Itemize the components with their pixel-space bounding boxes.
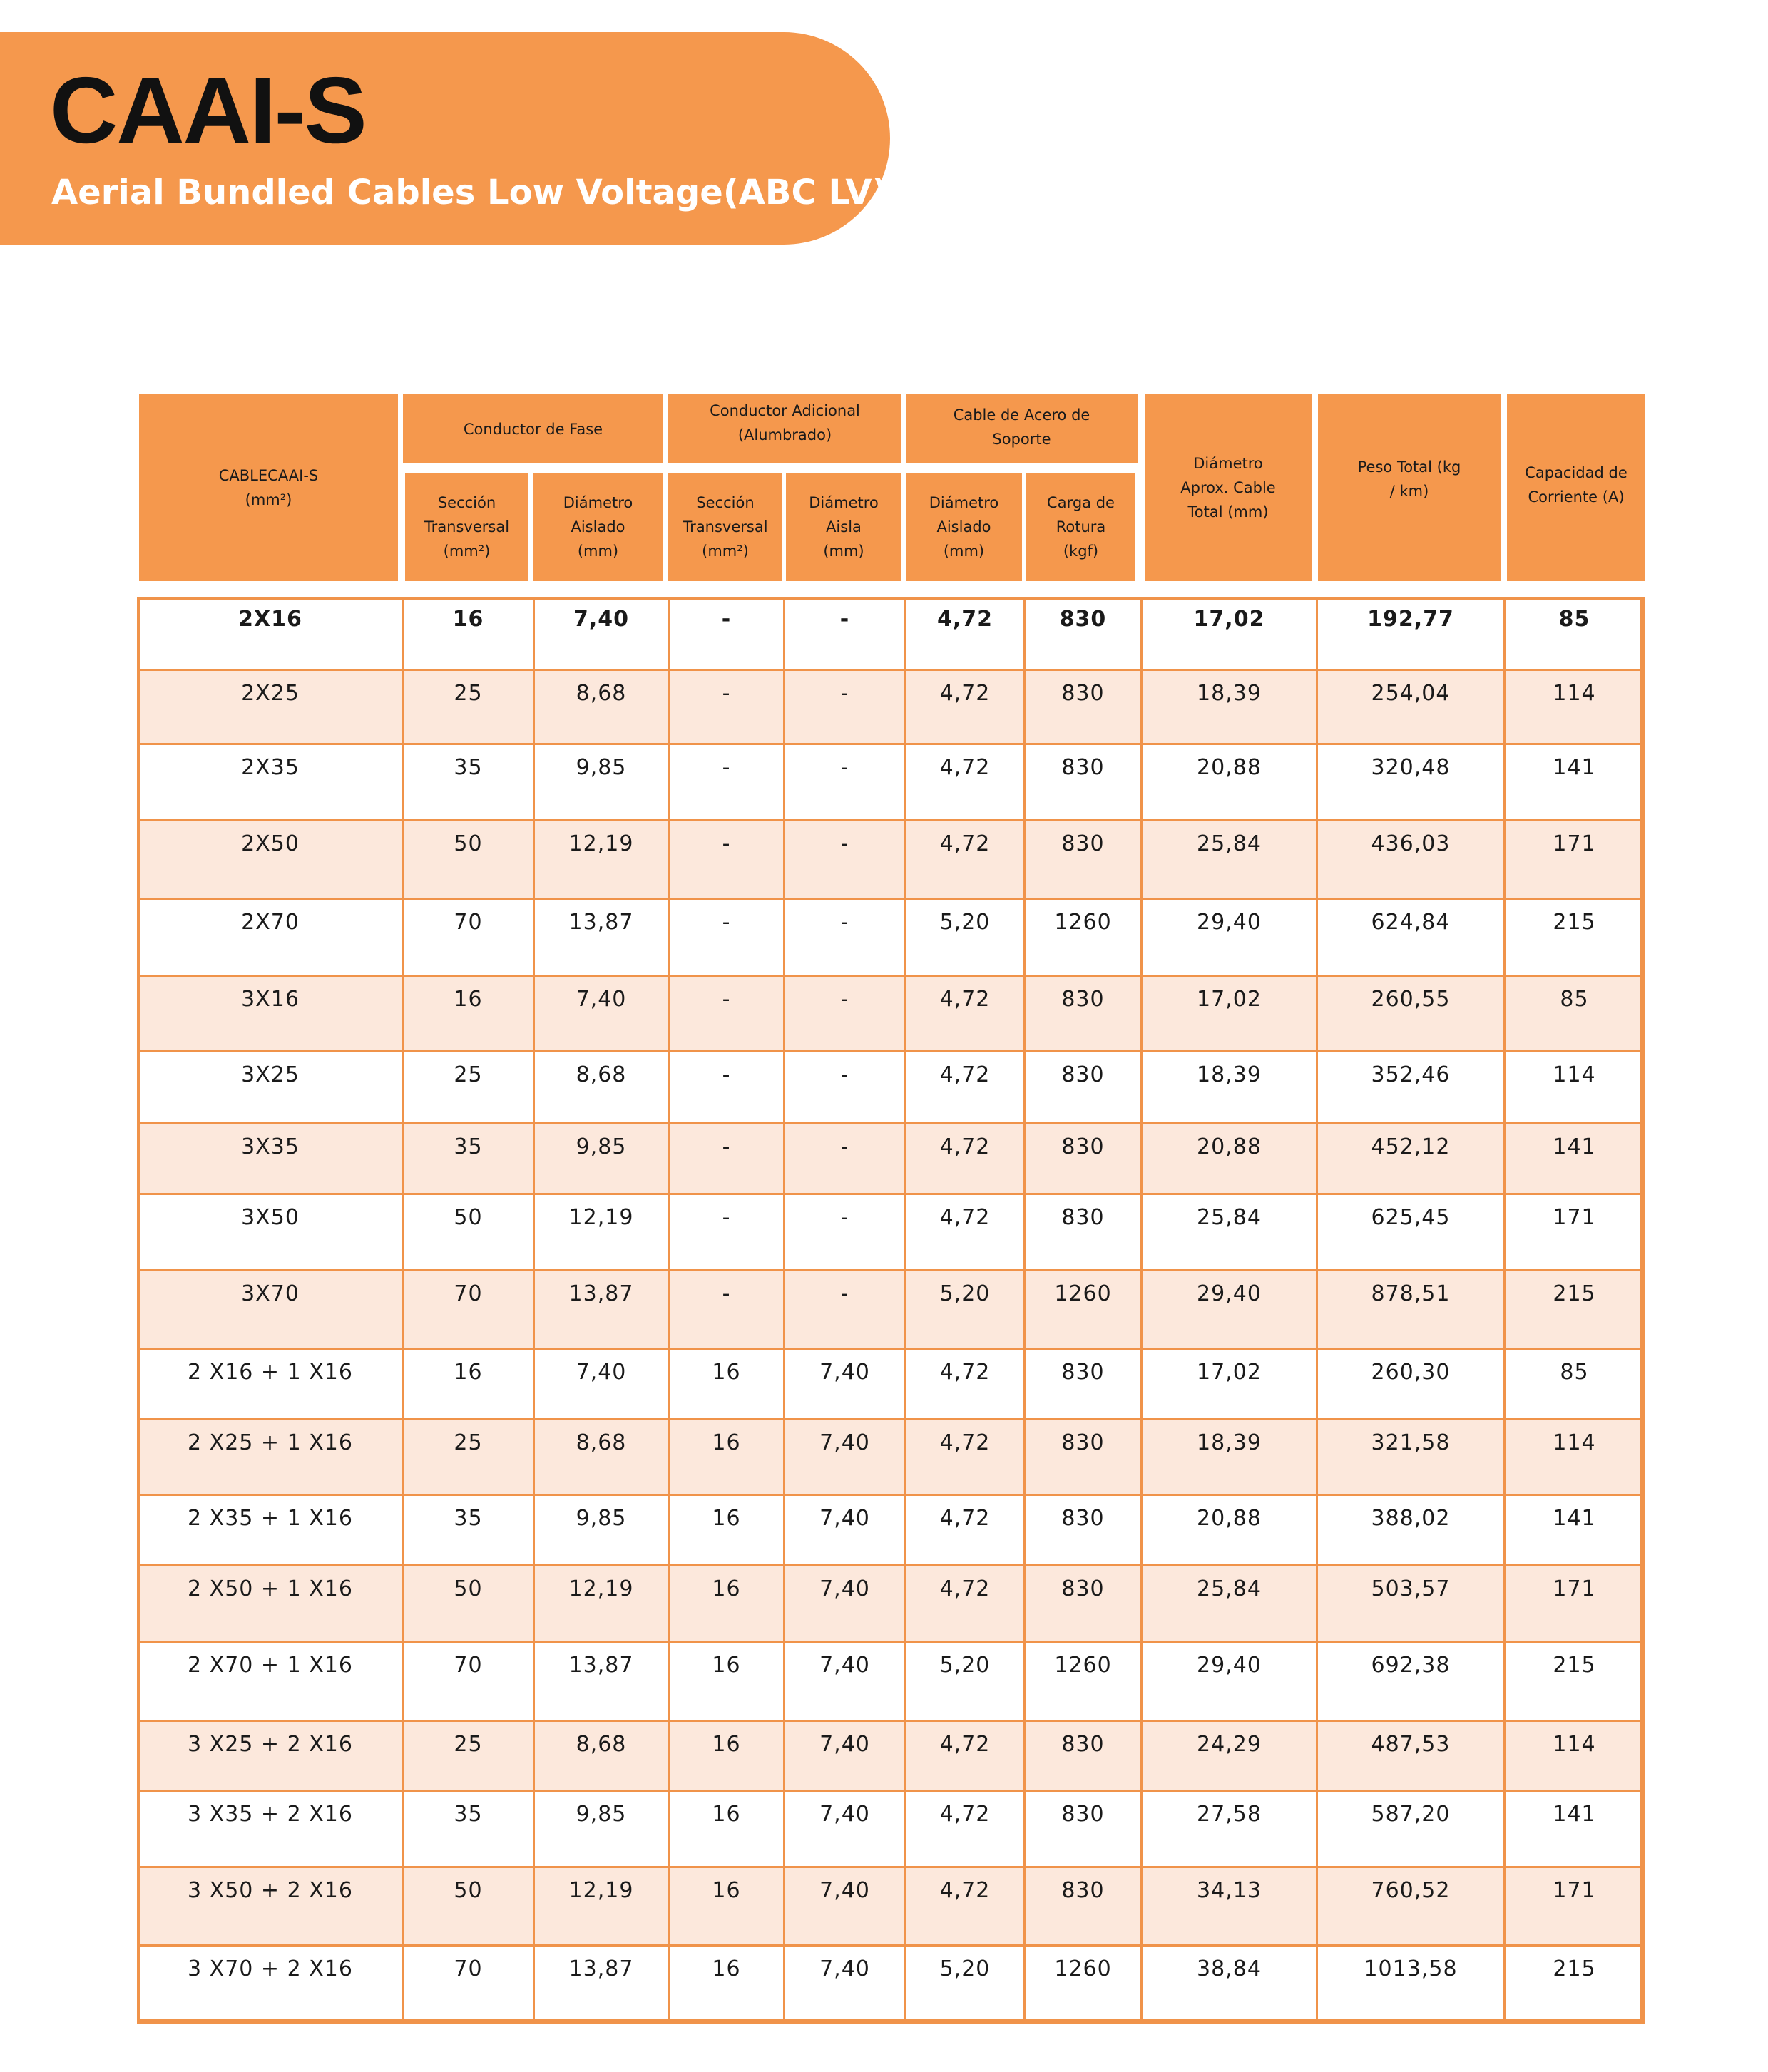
cell-diametro-total: 25,84: [1142, 1565, 1317, 1641]
cell-capacidad: 85: [1505, 597, 1645, 670]
cell-diametro-total: 24,29: [1142, 1720, 1317, 1790]
cell-diametro-total: 38,84: [1142, 1945, 1317, 2022]
cell-fase-seccion: 25: [403, 670, 534, 744]
header-cable: CABLECAAI-S (mm²): [139, 394, 398, 581]
cell-cable-type: 3X50: [138, 1194, 403, 1270]
cell-acero-diametro: 4,72: [906, 1194, 1025, 1270]
cell-acero-diametro: 5,20: [906, 1270, 1025, 1348]
cell-acero-carga: 830: [1025, 1867, 1142, 1945]
cell-acero-diametro: 4,72: [906, 1123, 1025, 1194]
cell-capacidad: 171: [1505, 820, 1645, 898]
cell-adic-diametro: -: [785, 1123, 906, 1194]
header-acero-diametro: Diámetro Aislado (mm): [906, 473, 1022, 581]
product-subtitle: Aerial Bundled Cables Low Voltage(ABC LV): [51, 173, 888, 212]
cell-acero-carga: 830: [1025, 1720, 1142, 1790]
cell-adic-diametro: 7,40: [785, 1641, 906, 1720]
cell-fase-diametro: 12,19: [534, 1867, 669, 1945]
cell-fase-seccion: 70: [403, 898, 534, 975]
cell-fase-seccion: 16: [403, 975, 534, 1051]
cell-acero-diametro: 4,72: [906, 670, 1025, 744]
cell-adic-seccion: -: [669, 670, 785, 744]
cell-cable-type: 2 X50 + 1 X16: [138, 1565, 403, 1641]
cell-diametro-total: 29,40: [1142, 1641, 1317, 1720]
cell-adic-diametro: -: [785, 1194, 906, 1270]
cell-peso-total: 452,12: [1317, 1123, 1505, 1194]
cell-adic-diametro: -: [785, 820, 906, 898]
cell-acero-carga: 830: [1025, 1194, 1142, 1270]
cell-adic-diametro: -: [785, 975, 906, 1051]
cell-cable-type: 2 X16 + 1 X16: [138, 1348, 403, 1419]
cell-peso-total: 321,58: [1317, 1419, 1505, 1494]
cell-fase-diametro: 13,87: [534, 1270, 669, 1348]
cell-adic-seccion: 16: [669, 1867, 785, 1945]
cell-peso-total: 260,30: [1317, 1348, 1505, 1419]
cell-capacidad: 141: [1505, 1790, 1645, 1867]
cell-cable-type: 2X35: [138, 744, 403, 820]
cell-fase-diametro: 7,40: [534, 975, 669, 1051]
cell-acero-diametro: 4,72: [906, 1494, 1025, 1565]
cell-acero-carga: 830: [1025, 597, 1142, 670]
cell-peso-total: 352,46: [1317, 1051, 1505, 1123]
cell-cable-type: 2X25: [138, 670, 403, 744]
cell-diametro-total: 25,84: [1142, 1194, 1317, 1270]
cell-adic-seccion: -: [669, 744, 785, 820]
cell-fase-seccion: 50: [403, 820, 534, 898]
cell-cable-type: 2X16: [138, 597, 403, 670]
cell-cable-type: 2 X25 + 1 X16: [138, 1419, 403, 1494]
cell-fase-seccion: 16: [403, 597, 534, 670]
cell-peso-total: 254,04: [1317, 670, 1505, 744]
cell-fase-diametro: 9,85: [534, 744, 669, 820]
cell-adic-diametro: -: [785, 1270, 906, 1348]
cell-acero-carga: 1260: [1025, 1641, 1142, 1720]
cell-fase-diametro: 7,40: [534, 1348, 669, 1419]
cell-cable-type: 3X70: [138, 1270, 403, 1348]
cell-peso-total: 388,02: [1317, 1494, 1505, 1565]
cell-adic-diametro: 7,40: [785, 1945, 906, 2022]
cell-diametro-total: 25,84: [1142, 820, 1317, 898]
cell-fase-diametro: 13,87: [534, 1945, 669, 2022]
cell-capacidad: 141: [1505, 1123, 1645, 1194]
header-cable-acero: Cable de Acero de Soporte: [906, 394, 1138, 463]
cell-fase-seccion: 25: [403, 1419, 534, 1494]
cell-peso-total: 320,48: [1317, 744, 1505, 820]
cell-acero-carga: 830: [1025, 1419, 1142, 1494]
cell-fase-seccion: 35: [403, 1123, 534, 1194]
cell-diametro-total: 17,02: [1142, 975, 1317, 1051]
cell-adic-diametro: 7,40: [785, 1348, 906, 1419]
cell-acero-carga: 1260: [1025, 1270, 1142, 1348]
cell-adic-diametro: 7,40: [785, 1867, 906, 1945]
header-conductor-fase: Conductor de Fase: [403, 394, 663, 463]
header-adic-diametro: Diámetro Aisla (mm): [786, 473, 901, 581]
cell-peso-total: 760,52: [1317, 1867, 1505, 1945]
cell-acero-diametro: 4,72: [906, 1051, 1025, 1123]
product-title: CAAI-S: [50, 58, 366, 163]
cell-fase-seccion: 50: [403, 1194, 534, 1270]
cell-cable-type: 3X25: [138, 1051, 403, 1123]
cell-adic-seccion: 16: [669, 1720, 785, 1790]
cell-fase-diametro: 8,68: [534, 670, 669, 744]
cell-adic-seccion: -: [669, 975, 785, 1051]
cell-acero-diametro: 4,72: [906, 744, 1025, 820]
cell-diametro-total: 20,88: [1142, 744, 1317, 820]
cell-adic-seccion: -: [669, 1270, 785, 1348]
cell-adic-seccion: -: [669, 1123, 785, 1194]
cell-adic-diametro: -: [785, 670, 906, 744]
cell-peso-total: 587,20: [1317, 1790, 1505, 1867]
cell-adic-diametro: -: [785, 1051, 906, 1123]
cell-adic-diametro: 7,40: [785, 1565, 906, 1641]
cell-fase-seccion: 25: [403, 1051, 534, 1123]
cell-acero-diametro: 5,20: [906, 1945, 1025, 2022]
cell-peso-total: 692,38: [1317, 1641, 1505, 1720]
cell-adic-diametro: 7,40: [785, 1720, 906, 1790]
cell-acero-diametro: 4,72: [906, 975, 1025, 1051]
cell-adic-seccion: 16: [669, 1494, 785, 1565]
cell-capacidad: 114: [1505, 670, 1645, 744]
cell-cable-type: 2 X70 + 1 X16: [138, 1641, 403, 1720]
cell-adic-seccion: -: [669, 1051, 785, 1123]
cell-acero-carga: 830: [1025, 1348, 1142, 1419]
cell-capacidad: 171: [1505, 1194, 1645, 1270]
cell-adic-diametro: -: [785, 744, 906, 820]
cell-peso-total: 260,55: [1317, 975, 1505, 1051]
cell-acero-diametro: 4,72: [906, 1867, 1025, 1945]
cell-adic-seccion: 16: [669, 1641, 785, 1720]
cell-cable-type: 2X70: [138, 898, 403, 975]
cell-fase-seccion: 70: [403, 1270, 534, 1348]
cell-capacidad: 114: [1505, 1720, 1645, 1790]
cell-adic-seccion: -: [669, 820, 785, 898]
header-fase-diametro: Diámetro Aislado (mm): [533, 473, 663, 581]
cell-fase-diametro: 8,68: [534, 1051, 669, 1123]
cell-adic-diametro: -: [785, 898, 906, 975]
table-frame: [137, 597, 1643, 2022]
cell-peso-total: 436,03: [1317, 820, 1505, 898]
cell-fase-seccion: 35: [403, 1790, 534, 1867]
cell-capacidad: 215: [1505, 1270, 1645, 1348]
cell-acero-carga: 830: [1025, 1565, 1142, 1641]
cell-fase-seccion: 70: [403, 1641, 534, 1720]
cell-peso-total: 878,51: [1317, 1270, 1505, 1348]
header-conductor-adicional: Conductor Adicional (Alumbrado): [668, 394, 901, 463]
cell-diametro-total: 18,39: [1142, 670, 1317, 744]
cell-diametro-total: 29,40: [1142, 898, 1317, 975]
cell-cable-type: 3 X50 + 2 X16: [138, 1867, 403, 1945]
cell-cable-type: 3 X25 + 2 X16: [138, 1720, 403, 1790]
cell-fase-diametro: 8,68: [534, 1720, 669, 1790]
cell-acero-diametro: 4,72: [906, 1419, 1025, 1494]
header-acero-carga: Carga de Rotura (kgf): [1026, 473, 1135, 581]
cell-fase-diametro: 12,19: [534, 1194, 669, 1270]
cell-acero-carga: 830: [1025, 1123, 1142, 1194]
cell-peso-total: 1013,58: [1317, 1945, 1505, 2022]
cell-diametro-total: 29,40: [1142, 1270, 1317, 1348]
cell-diametro-total: 34,13: [1142, 1867, 1317, 1945]
cell-fase-diametro: 13,87: [534, 898, 669, 975]
cell-capacidad: 114: [1505, 1419, 1645, 1494]
cell-capacidad: 171: [1505, 1867, 1645, 1945]
cell-peso-total: 625,45: [1317, 1194, 1505, 1270]
cell-capacidad: 215: [1505, 1641, 1645, 1720]
cell-diametro-total: 27,58: [1142, 1790, 1317, 1867]
cell-acero-diametro: 5,20: [906, 1641, 1025, 1720]
cell-capacidad: 85: [1505, 975, 1645, 1051]
cell-diametro-total: 17,02: [1142, 1348, 1317, 1419]
cell-acero-diametro: 5,20: [906, 898, 1025, 975]
cell-capacidad: 85: [1505, 1348, 1645, 1419]
cell-acero-carga: 830: [1025, 1494, 1142, 1565]
cell-acero-carga: 830: [1025, 744, 1142, 820]
cell-fase-seccion: 16: [403, 1348, 534, 1419]
cell-adic-diametro: 7,40: [785, 1790, 906, 1867]
cell-acero-diametro: 4,72: [906, 820, 1025, 898]
cell-acero-carga: 830: [1025, 1051, 1142, 1123]
cell-adic-seccion: 16: [669, 1945, 785, 2022]
cell-diametro-total: 20,88: [1142, 1494, 1317, 1565]
cell-adic-seccion: -: [669, 1194, 785, 1270]
cell-fase-diametro: 13,87: [534, 1641, 669, 1720]
cell-acero-diametro: 4,72: [906, 1720, 1025, 1790]
cell-acero-diametro: 4,72: [906, 597, 1025, 670]
cell-adic-seccion: 16: [669, 1419, 785, 1494]
cell-capacidad: 141: [1505, 744, 1645, 820]
cell-fase-seccion: 70: [403, 1945, 534, 2022]
cell-adic-seccion: 16: [669, 1565, 785, 1641]
cell-cable-type: 3 X35 + 2 X16: [138, 1790, 403, 1867]
cell-capacidad: 171: [1505, 1565, 1645, 1641]
cell-fase-diametro: 12,19: [534, 820, 669, 898]
header-adic-seccion: Sección Transversal (mm²): [668, 473, 782, 581]
cell-acero-diametro: 4,72: [906, 1348, 1025, 1419]
cell-adic-seccion: -: [669, 597, 785, 670]
cell-adic-seccion: 16: [669, 1348, 785, 1419]
cell-acero-carga: 830: [1025, 820, 1142, 898]
cell-peso-total: 487,53: [1317, 1720, 1505, 1790]
cell-capacidad: 215: [1505, 898, 1645, 975]
cell-peso-total: 624,84: [1317, 898, 1505, 975]
cell-diametro-total: 20,88: [1142, 1123, 1317, 1194]
cell-fase-seccion: 25: [403, 1720, 534, 1790]
header-fase-seccion: Sección Transversal (mm²): [405, 473, 528, 581]
cell-acero-diametro: 4,72: [906, 1790, 1025, 1867]
cell-diametro-total: 18,39: [1142, 1419, 1317, 1494]
header-peso-total: Peso Total (kg / km): [1318, 394, 1501, 581]
cell-fase-seccion: 50: [403, 1867, 534, 1945]
cell-acero-carga: 1260: [1025, 1945, 1142, 2022]
cell-cable-type: 2 X35 + 1 X16: [138, 1494, 403, 1565]
cell-diametro-total: 17,02: [1142, 597, 1317, 670]
cell-fase-diametro: 8,68: [534, 1419, 669, 1494]
cell-fase-seccion: 50: [403, 1565, 534, 1641]
cell-acero-carga: 1260: [1025, 898, 1142, 975]
cell-adic-seccion: 16: [669, 1790, 785, 1867]
cell-acero-diametro: 4,72: [906, 1565, 1025, 1641]
cell-adic-diametro: -: [785, 597, 906, 670]
cell-fase-seccion: 35: [403, 744, 534, 820]
cell-fase-diametro: 7,40: [534, 597, 669, 670]
cell-cable-type: 2X50: [138, 820, 403, 898]
cell-fase-diametro: 9,85: [534, 1494, 669, 1565]
cell-acero-carga: 830: [1025, 670, 1142, 744]
header-capacidad: Capacidad de Corriente (A): [1507, 394, 1645, 581]
header-diametro-total: Diámetro Aprox. Cable Total (mm): [1145, 394, 1312, 581]
cell-acero-carga: 830: [1025, 1790, 1142, 1867]
cell-peso-total: 503,57: [1317, 1565, 1505, 1641]
cell-capacidad: 141: [1505, 1494, 1645, 1565]
cell-capacidad: 114: [1505, 1051, 1645, 1123]
cell-adic-diametro: 7,40: [785, 1419, 906, 1494]
cell-adic-seccion: -: [669, 898, 785, 975]
cell-adic-diametro: 7,40: [785, 1494, 906, 1565]
cell-fase-diametro: 9,85: [534, 1790, 669, 1867]
cell-fase-seccion: 35: [403, 1494, 534, 1565]
cell-cable-type: 3X35: [138, 1123, 403, 1194]
cell-diametro-total: 18,39: [1142, 1051, 1317, 1123]
cell-capacidad: 215: [1505, 1945, 1645, 2022]
cell-fase-diametro: 12,19: [534, 1565, 669, 1641]
cell-cable-type: 3X16: [138, 975, 403, 1051]
cell-fase-diametro: 9,85: [534, 1123, 669, 1194]
cell-acero-carga: 830: [1025, 975, 1142, 1051]
cell-peso-total: 192,77: [1317, 597, 1505, 670]
cell-cable-type: 3 X70 + 2 X16: [138, 1945, 403, 2022]
